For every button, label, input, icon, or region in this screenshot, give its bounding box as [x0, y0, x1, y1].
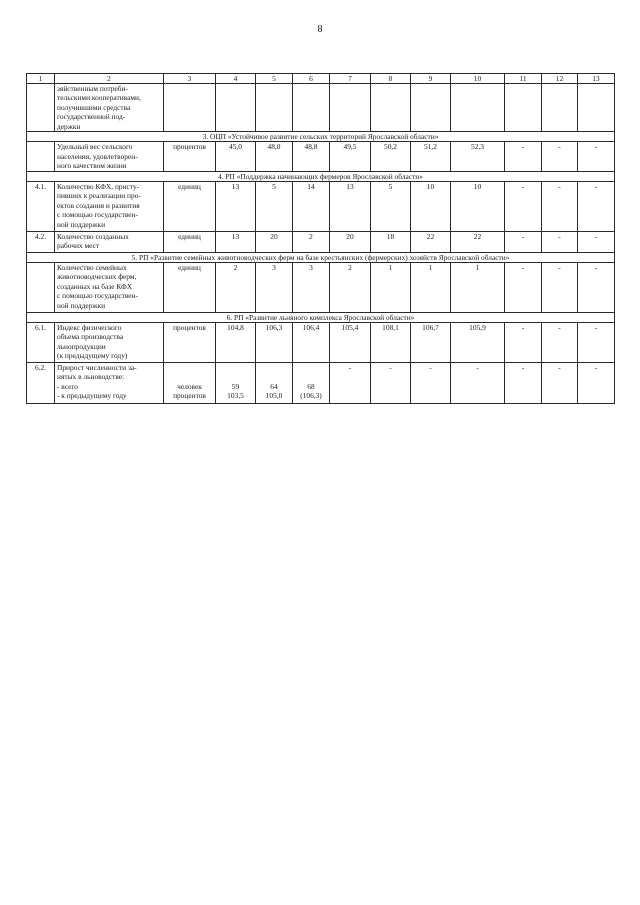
value-cell: - — [505, 181, 542, 231]
value-cell: - — [505, 231, 542, 252]
header-cell: 6 — [293, 74, 330, 84]
value-cell — [256, 84, 293, 132]
table-row — [27, 231, 615, 252]
value-cell: 106,4 — [293, 322, 330, 362]
indicator-name-line: с помощью государствен- — [57, 210, 138, 220]
value-cell: - — [542, 262, 578, 312]
indicator-name-line: Удельный вес сельского — [57, 142, 133, 152]
value-line: 105,0 — [265, 391, 283, 401]
row-number-cell — [27, 142, 55, 171]
section-title: 4. РП «Поддержка начинающих фермеров Ярославской области» — [27, 171, 615, 181]
value-cell: 2 — [330, 262, 371, 312]
value-cell — [216, 84, 256, 132]
indicator-name-line: населения, удовлетворен- — [57, 151, 138, 161]
unit-cell: единиц — [164, 231, 216, 252]
table-row — [27, 362, 615, 403]
table-row — [27, 181, 615, 231]
value-line: (106,3) — [300, 391, 322, 401]
indicator-name-line: зяйственным потреби- — [57, 84, 128, 93]
header-cell: 2 — [55, 74, 164, 84]
value-cell: - — [371, 362, 411, 403]
row-number-cell: 4.2. — [27, 231, 55, 252]
header-cell: 7 — [330, 74, 371, 84]
value-cell: 108,1 — [371, 322, 411, 362]
header-cell: 12 — [542, 74, 578, 84]
value-cell: 106,3 — [256, 322, 293, 362]
value-cell — [256, 362, 293, 403]
row-number-cell: 6.2. — [27, 362, 55, 403]
value-cell: 22 — [411, 231, 451, 252]
section-title: 3. ОЦП «Устойчивое развитие сельских территорий Ярославской области» — [27, 132, 615, 142]
value-cell — [578, 84, 615, 132]
indicator-name-line: Индекс физического — [57, 322, 122, 332]
value-cell: 13 — [216, 181, 256, 231]
indicator-name-line: (к предыдущему году) — [57, 351, 128, 361]
unit-cell: единиц — [164, 181, 216, 231]
indicator-name-line: нятых в льноводстве: — [57, 372, 125, 382]
indicator-name-cell — [55, 84, 164, 132]
indicator-name-line: государственной под- — [57, 112, 126, 122]
value-cell: - — [451, 362, 505, 403]
section-title: 6. РП «Развитие льняного комплекса Ярославской области» — [27, 312, 615, 322]
unit-cell: процентов — [164, 322, 216, 362]
indicator-name-line: ной поддержки — [57, 219, 106, 229]
value-cell: - — [505, 262, 542, 312]
value-cell: - — [542, 231, 578, 252]
value-line: 64 — [270, 381, 278, 391]
section-row — [27, 312, 615, 322]
header-cell: 9 — [411, 74, 451, 84]
value-cell: - — [578, 262, 615, 312]
value-cell: 104,8 — [216, 322, 256, 362]
value-cell: 1 — [451, 262, 505, 312]
value-cell: 48,8 — [293, 142, 330, 171]
row-number-cell: 4.1. — [27, 181, 55, 231]
header-cell: 4 — [216, 74, 256, 84]
value-cell: 2 — [216, 262, 256, 312]
value-cell: 13 — [216, 231, 256, 252]
value-line: 68 — [307, 381, 315, 391]
value-cell: 20 — [330, 231, 371, 252]
value-cell: 1 — [371, 262, 411, 312]
value-cell: 5 — [371, 181, 411, 231]
table-row — [27, 84, 615, 132]
row-number-cell: 6.1. — [27, 322, 55, 362]
indicator-name-cell — [55, 262, 164, 312]
value-cell: 13 — [330, 181, 371, 231]
indicator-name-line: льнопродукции — [57, 341, 106, 351]
section-row — [27, 171, 615, 181]
value-cell: - — [578, 322, 615, 362]
table-row — [27, 142, 615, 171]
value-cell: 14 — [293, 181, 330, 231]
page-number: 8 — [317, 24, 323, 35]
value-cell: - — [505, 322, 542, 362]
value-cell: - — [578, 362, 615, 403]
value-cell: 3 — [256, 262, 293, 312]
table-row — [27, 322, 615, 362]
value-cell: - — [542, 322, 578, 362]
value-cell: 5 — [256, 181, 293, 231]
value-cell — [293, 362, 330, 403]
value-cell: 50,2 — [371, 142, 411, 171]
indicator-name-cell — [55, 142, 164, 171]
value-cell: 20 — [256, 231, 293, 252]
unit-cell: единиц — [164, 262, 216, 312]
section-title: 5. РП «Развитие семейных животноводческих ферм на базе крестьянских (фермерских) хозяйств Ярославской области» — [27, 252, 615, 262]
value-cell — [411, 84, 451, 132]
indicator-name-line: Количество семейных — [57, 262, 127, 272]
value-cell — [505, 84, 542, 132]
indicator-name-line: ектов создания и развития — [57, 200, 140, 210]
indicator-name-line: пивших к реализации про- — [57, 191, 141, 201]
indicator-name-line: получившими средства — [57, 102, 131, 112]
unit-cell: процентов — [164, 142, 216, 171]
unit-line: человек — [177, 381, 202, 391]
value-cell — [542, 84, 578, 132]
value-cell: 18 — [371, 231, 411, 252]
value-cell: 49,5 — [330, 142, 371, 171]
value-cell: 2 — [293, 231, 330, 252]
indicator-name-line: ного качеством жизни — [57, 161, 127, 171]
value-cell: - — [578, 181, 615, 231]
value-cell: 48,0 — [256, 142, 293, 171]
value-cell: - — [411, 362, 451, 403]
value-cell: 10 — [451, 181, 505, 231]
header-cell: 8 — [371, 74, 411, 84]
value-cell: 45,0 — [216, 142, 256, 171]
indicator-name-line: Прирост численности за- — [57, 362, 137, 372]
indicator-name-line: с помощью государствен- — [57, 291, 138, 301]
section-row — [27, 252, 615, 262]
header-row — [27, 74, 615, 84]
indicator-name-cell — [55, 362, 164, 403]
value-line: 59 — [231, 381, 240, 391]
value-cell — [451, 84, 505, 132]
value-cell — [293, 84, 330, 132]
indicator-name-line: - к предыдущему году — [57, 391, 127, 401]
value-cell: - — [542, 181, 578, 231]
indicators-table — [26, 73, 615, 404]
value-cell: 22 — [451, 231, 505, 252]
indicator-name-line: рабочих мест — [57, 241, 100, 251]
value-cell: - — [542, 142, 578, 171]
table-row — [27, 262, 615, 312]
header-cell: 11 — [505, 74, 542, 84]
value-cell — [330, 84, 371, 132]
value-cell — [216, 362, 256, 403]
indicator-name-line: держки — [57, 121, 81, 131]
value-cell: 52,3 — [451, 142, 505, 171]
row-number-cell — [27, 262, 55, 312]
header-cell: 3 — [164, 74, 216, 84]
header-cell: 5 — [256, 74, 293, 84]
unit-cell — [164, 362, 216, 403]
value-cell: 1 — [411, 262, 451, 312]
value-cell: - — [542, 362, 578, 403]
value-cell: - — [330, 362, 371, 403]
value-cell: - — [578, 142, 615, 171]
indicator-name-line: Количество созданных — [57, 231, 129, 241]
indicator-name-line: ной поддержки — [57, 300, 106, 310]
indicator-name-line: тельскими кооперативами, — [57, 93, 141, 103]
indicator-name-line: - всего — [57, 381, 78, 391]
indicator-name-line: Количество КФХ, присту- — [57, 181, 140, 191]
value-cell: 105,9 — [451, 322, 505, 362]
indicator-name-cell — [55, 231, 164, 252]
header-cell: 13 — [578, 74, 615, 84]
indicator-name-line: созданных на базе КФХ — [57, 281, 133, 291]
indicator-name-cell — [55, 181, 164, 231]
unit-cell — [164, 84, 216, 132]
indicator-name-line: объема производства — [57, 332, 124, 342]
value-cell — [371, 84, 411, 132]
row-number-cell — [27, 84, 55, 132]
unit-line: процентов — [173, 391, 206, 401]
value-cell: 51,2 — [411, 142, 451, 171]
value-cell: - — [505, 142, 542, 171]
header-cell: 1 — [27, 74, 55, 84]
value-cell: 10 — [411, 181, 451, 231]
indicator-name-cell — [55, 322, 164, 362]
section-row — [27, 132, 615, 142]
value-line: 103,5 — [227, 391, 244, 401]
indicator-name-line: животноводческих ферм, — [57, 272, 137, 282]
value-cell: 105,4 — [330, 322, 371, 362]
value-cell: - — [505, 362, 542, 403]
header-cell: 10 — [451, 74, 505, 84]
value-cell: - — [578, 231, 615, 252]
value-cell: 106,7 — [411, 322, 451, 362]
value-cell: 3 — [293, 262, 330, 312]
